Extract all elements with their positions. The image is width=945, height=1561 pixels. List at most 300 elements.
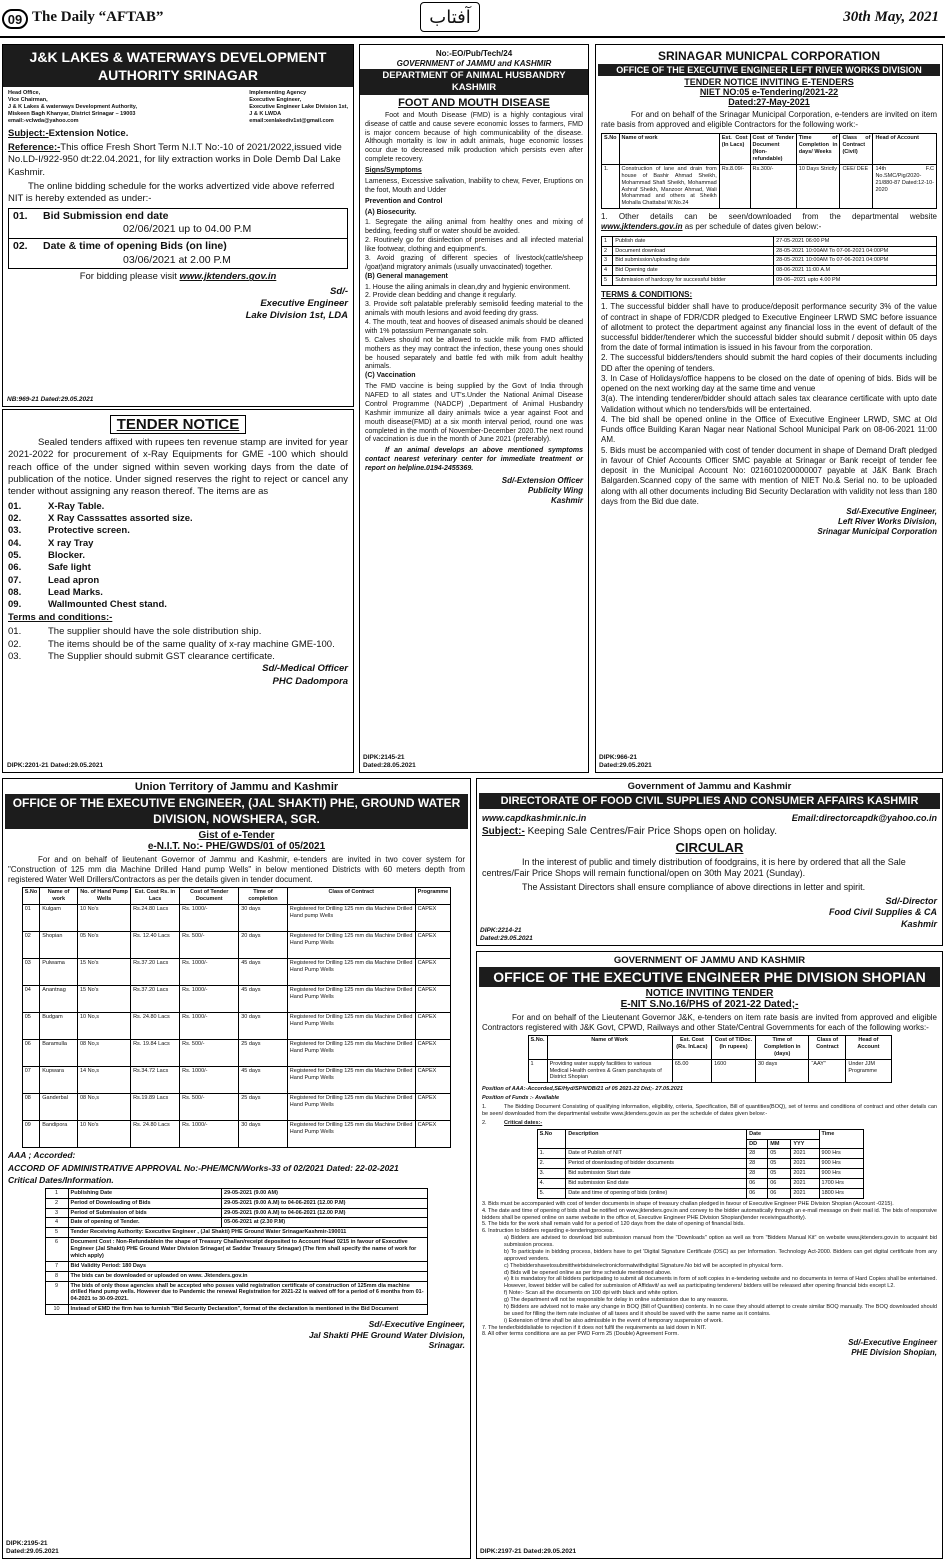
signature-line: Sd/-Executive Engineer,: [368, 1319, 465, 1330]
table-header: Class of Contract: [287, 888, 415, 905]
table-header: Name of Work: [547, 1036, 672, 1060]
term-item: 1. The successful bidder shall have to produce/deposit performance security 3% of the value of contract in shape of FDR/CDR pledged to Executive Engineer LRWD SMC before issuance of allotment to protect the department against any financial loss in the event of default of the successful bidder/tenderer which the successful bidder should submit / deposit within 05 days from the date of formal intimation is issued in his favour from the corporation.: [601, 302, 937, 353]
term-item: 5. Bids must be accompanied with cost of tender document in shape of Demand Draft pledged in favour of Chief Accounts Officer SMC payable at Srinagar or Bank receipt of tender fee deposit in the Municipal Account No: 0216010200000007 payable at J&K Bank Brach Balgarden.Scanned copy of the same with mention of NIET No.& Serial no. to be uploaded along with all other documents including Bid Security Declaration with validity not less than 180 days from the Bid due date.: [601, 445, 937, 506]
table-cell: Kupwara: [40, 1066, 78, 1093]
fcs-circular: [476, 778, 943, 946]
item-no: 08.: [8, 587, 22, 599]
signature-line: Sd/-Medical Officer: [262, 663, 348, 675]
table-cell: 15 No's: [77, 958, 130, 985]
table-cell: 2021: [791, 1149, 819, 1159]
fmd-signature: [365, 476, 583, 506]
list-item: [8, 587, 348, 599]
smc-notice: [595, 44, 943, 773]
fcs-dipk: DIPK:2214-21 Dated:29.05.2021: [480, 926, 533, 942]
table-cell: Registered for Drilling 125 mm dia Machine Drilled Hand Pump Wells: [287, 1012, 415, 1039]
list-item: 2. Provide clean bedding and change it regularly.: [365, 292, 517, 300]
table-row: [22, 958, 451, 985]
fcs-govt: Government of Jammu and Kashmir: [627, 781, 792, 792]
fcs-title: DIRECTORATE OF FOOD CIVIL SUPPLIES AND CONSUMER AFFAIRS KASHMIR: [479, 793, 940, 809]
sub-clause-item: b) To participate in bidding process, bidders have to get 'Digital Signature Certificate (DSC) as per Information. Technology Act-2000. Bidders can get digital certificate from any approved venders.: [504, 1248, 937, 1262]
signature-line: Food Civil Supplies & CA: [828, 907, 937, 918]
address-line: J & K Lakes & waterways Development Authority,: [8, 104, 137, 111]
jalshakti-enit: e-N.I.T. No:- PHE/GWDS/01 of 05/2021: [147, 841, 326, 853]
table-cell: Shopian: [40, 931, 78, 958]
address-line: Executive Engineer Lake Division 1st,: [249, 104, 348, 111]
table-cell: 06: [22, 1039, 40, 1066]
table-cell: 05: [768, 1169, 791, 1179]
clause-item: 7. The tender/biddisliable to rejection if it does not fulfil the requirements as laid down in NIT.: [482, 1324, 707, 1331]
lakes-head-office: [8, 90, 137, 124]
shopian-govt: GOVERNMENT OF JAMMU AND KASHMIR: [613, 955, 806, 966]
item-no: 04.: [8, 537, 22, 549]
table-cell: 10 No,s: [77, 1012, 130, 1039]
fmd-biosecurity-list: [365, 219, 583, 272]
table-cell: CAPEX: [415, 931, 451, 958]
list-item: [8, 651, 348, 663]
table-header: Head of Account: [873, 134, 937, 165]
list-item: 3. Avoid grazing of different species of livestock(cattle/sheep /goat)and migratory animals (usually unvaccinated) together.: [365, 254, 583, 271]
table-cell: Publishing Date: [68, 1188, 221, 1198]
list-item: [8, 575, 348, 587]
lakes-authority-notice: [2, 44, 354, 407]
table-cell: Bid submission End date: [566, 1179, 747, 1189]
signature-line: Sd/-Executive Engineer,: [846, 506, 937, 516]
table-cell: 28-05-2021 10:00AM To 07-06-2021 04:00PM: [774, 256, 937, 266]
table-cell: 03: [22, 958, 40, 985]
table-cell: 1800 Hrs: [819, 1188, 864, 1198]
address-line: Vice Chairman,: [8, 97, 48, 104]
table-cell: Providing water supply facilities to various Medical Health centres & Gram panchayats of District Shopian: [547, 1059, 672, 1083]
table-cell: 06: [747, 1188, 768, 1198]
table-cell: 06: [768, 1188, 791, 1198]
signature-line: Sd/-Extension Officer: [501, 475, 583, 485]
table-header: Date: [747, 1129, 819, 1139]
shopian-office: OFFICE OF THE EXECUTIVE ENGINEER PHE DIVISION SHOPIAN: [479, 967, 940, 987]
list-item: 5. Calves should not be allowed to suckle milk from FMD afflicted mothers as they may contract the infection, these young ones should be housed separately and battle fed with milk from adult healthy animals.: [365, 336, 583, 371]
table-row: [602, 266, 937, 276]
table-cell: 30 days: [239, 1012, 288, 1039]
table-cell: 65.00: [672, 1059, 711, 1083]
schedule-value: 02/06/2021 up to 04.00 P.M: [123, 223, 252, 236]
table-row: [22, 904, 451, 931]
table-cell: Budgam: [40, 1012, 78, 1039]
table-row: [45, 1228, 428, 1238]
table-cell: Rs. 500/-: [180, 1093, 239, 1120]
item-no: 05.: [8, 550, 22, 562]
table-row: [537, 1169, 864, 1179]
smc-website-link[interactable]: www.jktenders.gov.in: [601, 222, 683, 232]
table-cell: Rs.34.72 Lacs: [131, 1066, 180, 1093]
table-cell: 29-05-2021 (9.00 AM): [222, 1188, 428, 1198]
lakes-signature: [8, 286, 348, 323]
table-cell: 02: [22, 931, 40, 958]
table-cell: Publish date: [613, 236, 774, 246]
table-cell: Ganderbal: [40, 1093, 78, 1120]
table-cell: Instead of EMD the firm has to furnish "Bid Security Declaration", format of the declaration is mentioned in the Bid Document: [68, 1305, 428, 1315]
table-cell: Period of Downloading of Bids: [68, 1198, 221, 1208]
table-cell: The bids of only those agencies shall be accepted who posses valid registration certificate of construction of 125mm dia machine drilled Hand pump wells. However due to Pandemic the renewal Registration for 2021-22 is waived off for a period of 6 months from 01-04-2021 to 30-09-2021.: [68, 1281, 428, 1305]
table-cell: Rs. 1000/-: [180, 958, 239, 985]
shopian-works-table: [528, 1035, 892, 1083]
table-row: [45, 1281, 428, 1305]
lakes-website-link[interactable]: www.jktenders.gov.in: [179, 271, 277, 283]
fmd-title: FOOT AND MOUTH DISEASE: [398, 96, 550, 109]
table-cell: 27-05-2021 06:00 PM: [774, 236, 937, 246]
table-cell: CAPEX: [415, 958, 451, 985]
smc-body: For and on behalf of the Srinagar Municipal Corporation, e-tenders are invited on item rate basis from approved and eligible Contractors for the following work:- S.No Name of work Est. Cost (In Lacs) Cost of Tender Document (Non-refundable) Time of Completion in days/ Weeks Class of Contract (Civil) Head of Account 1. Construction of lane and drain from house of Bashir Ahmad Sheikh, Mohammad Shafi Sheikh, Mohammad Ashraf Sheikh, Manzoor Ahmad, Wali Mohammad and others at Sheikh Mohalla Chattabal W.No.24 Rs.8.09/- Rs.300/- 10 Days Strictly CEE/ DEE 14th F.C No.SMC/Pig/2020-21/880-87 Dated:12-10-2020 1. Other details can be seen/downloaded from the departmental website www.jktenders.gov.in as per schedule of dates given below:- 1 Publish date 27-05-2021 06:00 PM 2 Document download 28-05-2021 10:00AM To 07-06-2021 04:00PM 3 Bid submission/uploading date 28-05-2021 10:00AM To 07-06-2021 04:00PM 4 Bid Opening date 08-06-2021 11:00 A.M 5 Submission of hardcopy for successful bidder 09-06--2021 upto 4.00 PM TERMS & CONDITIONS: 1. The successful bidder shall have to produce/deposit performance security 3% of the value of contract in shape of FDR/CDR pledged to Executive Engineer LRWD SMC before issuance of allotment to protect the department against any financial loss in the event of default of the successful bidder/tenderer which the successful bidder should submit / deposit within 05 days from the date of formal intimation is issued in his favour from the corporation. 2. The successful bidders/tenders should submit the hard copies of their documents including DD after the opening of tenders. 3. In Case of Holidays/office happens to be closed on the date of opening of bids. Bids will be opened on the next working day at the same time and venue 3(a). The intending tenderer/bidder should attach sales tax clearance certificate with upto date Validation without which no tenders/bids will be entertained. 4. The bid shall be opened online in the Office of Executive Engineer LRWD, SMC at Old Funds office Building Karan Nagar near National School Municipal Park on 08-06-2021 11:00 AM. 5. Bids must be accompanied with cost of tender document in shape of Demand Draft pledged in favour of Chief Accounts Officer SMC payable at Srinagar or Bank receipt of tender fee deposit in the Municipal Account No: 0216010200000007 payable at J&K Bank Brach Balgarden.Scanned copy of the same with mention of NIET No.& Serial no. to be uploaded along with all other documents including Bid Security Declaration with validity not less than 180 days from the Bid due date. Sd/-Executive Engineer, Left River Works Division, Srinagar Municipal Corporation: [601, 110, 937, 537]
signature-line: Srinagar Municipal Corporation: [817, 527, 937, 537]
table-header: Time of Completion in days/ Weeks: [796, 134, 840, 165]
xray-body: Sealed tenders affixed with rupees ten revenue stamp are invited for year 2021-2022 for procurement of x-Ray Equipments for GME -100 which should reach office of the under signed within seven working days from the date of publication of the notice. Under signed reserves the right to reject or cancel any tender without assigning any reason thereof. The items are as 01. X-Ray Table. 02. X Ray Casssattes assorted size. 03. Protective screen. 04. X ray Tray 05. Blocker. 06. Safe light 07. Lead apron 08. Lead Marks. 09. Wallmounted Chest stand. Terms and conditions:- 01. The supplier should have the sole distribution ship. 02. The items should be of the same quality of x-ray machine GME-100. 03. The Supplier should submit GST clearance certificate. Sd/-Medical Officer PHC Dadompora: [8, 437, 348, 687]
table-row: [45, 1208, 428, 1218]
table-row: [45, 1261, 428, 1271]
table-cell: 28-05-2021 10:00AM To 07-06-2021 04:00PM: [774, 246, 937, 256]
table-cell: 25 days: [239, 1039, 288, 1066]
table-cell: Rs. 19.84 Lacs: [131, 1039, 180, 1066]
table-cell: 2021: [791, 1179, 819, 1189]
table-cell: 6: [45, 1238, 68, 1262]
table-cell: 2: [45, 1198, 68, 1208]
table-header: Head of Account: [846, 1036, 891, 1060]
table-header: Programme: [415, 888, 451, 905]
clause-item: 8. All other terms conditions are as per PWD Form 25 (Double) Agreement Form.: [482, 1331, 679, 1338]
smc-dipk: DIPK:966-21 Dated:29.05.2021: [599, 753, 652, 769]
fcs-email[interactable]: Email:directorcapdk@yahoo.co.in: [791, 813, 937, 823]
table-header: Time of completion: [239, 888, 288, 905]
term-no: 02.: [8, 638, 22, 650]
table-cell: 1: [45, 1188, 68, 1198]
table-cell: Document Cost : Non-Refundablein the shape of Treasury Challan/receipt deposited to Account Head 0215 in favour of Executive Engineer (Jal Shakti) PHE Ground Water Division Srinagar( at Saddar Treasury Srinagar) (The firm shall specify the name of work for which apply): [68, 1238, 428, 1262]
table-header: Time: [819, 1129, 864, 1149]
table-cell: The bids can be downloaded or uploaded on www. Jktenders.gov.in: [68, 1271, 428, 1281]
shopian-dipk: DIPK:2197-21 Dated:29.05.2021: [480, 1547, 577, 1555]
shopian-clauses: 1. The Bidding Document Consisting of qualifying information, eligibility, criteria, Specification, Bill of quantities(BOQ), set of terms and conditions of contract and other details can be seen/ downloaded from the departmental website www.jktenders.gov.in as per the schedule of dates given below:- 2. Critical dates:- S.No Description Date Time DD MM YYY 1. Date of Publish of NIT 28 05 2021 900 Hrs 2. Period of downloading of bidder documents 28 05 2021 900 Hrs 3. Bid submission Start date 28 05 2021 900 Hrs 4. Bid submission End date 06 06 2021 1700 Hrs 5. Date and time of opening of bids (online) 06 06 2021 1800 Hrs 3. Bids must be accompanied with cost of tender documents in shape of treasury challan pledged in favour of Executive Engineer PHE Division Shopian (Account -0215). 4. The date and time of opening of bids shall be notified on www.jktenders.gov.in and convey to the bidder automatically through an e-mail message on their mail id. The bids of responsive bidders shall be opened online on same website in the office of, Executive Engineer PHE Division Shopian(tender receivingauthority). 5. The bids for the work shall remain valid for a period of 120 days from the date of opening of financial bids. 6. Instruction to bidders regarding e-tenderingprocess. a) Bidders are advised to download bid submission manual from the "Downloads" option as well as from "Bidders Manual Kit" on website www.jktenders.gov.in to acquaint bid submission process. b) To participate in bidding process, bidders have to get 'Digital Signature Certificate (DSC) as per Information. Technology Act-2000. Bidders can get digital certificate from any approved venders. c) Thebiddershavetosubmittheirbidsinelectronicformatwithdigital Signature.No bid will be accepted in physical form. d) Bids will be opened online as per time schedule mentioned above. e) It is mandatory for all bidders participating to submit all documents in form of soft copies in e-tendering website and no documents in terms of Hard Copies shall be entertained. However, lowest bidder will be called for submission of Affidavit/ as well as participating tenderers/ bidders will be released after opening financial bids except L2. f) Note:- Scan all the documents on 100 dpi with black and white option. g) The department will not be responsible for delay in online submission due to any reasons. h) Bidders are advised not to make any change in BOQ (Bill of Quantities) contents. In no case they should attempt to create similar BOQ manually. The BOQ downloaded should be used for filling the item rate inclusive of all taxes and it should be saved with the same name as it contains. i) Extension of time shall be also admissible in the event of temporary suspension of work. 7. The tender/biddisliable to rejection if it does not fulfil the requirements as laid down in NIT. 8. All other terms conditions are as per PWD Form 25 (Double) Agreement Form.: [482, 1104, 937, 1338]
item-name: Protective screen.: [48, 525, 130, 537]
xray-terms-list: [8, 626, 348, 663]
table-cell: 08-06-2021 11:00 A.M: [774, 266, 937, 276]
lakes-schedule: [8, 208, 348, 270]
list-item: [8, 550, 348, 562]
table-cell: Registered for Drilling 125 mm dia Machine Drilled Hand Pump Wells: [287, 1093, 415, 1120]
schedule-label-text: Date & time of opening Bids (on line): [43, 240, 227, 253]
table-row: [45, 1218, 428, 1228]
table-header: S.No: [602, 134, 620, 165]
schedule-label-text: Bid Submission end date: [43, 209, 169, 222]
jalshakti-notice: [2, 778, 471, 1559]
sub-clause-item: i) Extension of time shall be also admissible in the event of temporary suspension of work.: [504, 1317, 723, 1324]
table-row: [602, 164, 937, 208]
address-line: email:xenlakediv1st@gmail.com: [249, 117, 334, 124]
signature-line: Srinagar.: [428, 1340, 465, 1351]
table-cell: 900 Hrs: [819, 1159, 864, 1169]
fmd-notice: [359, 44, 589, 773]
fcs-body: www.capdkashmir.nic.in Email:directorcapdk@yahoo.co.in Subject:- Keeping Sale Centres/Fair Price Shops open on holiday. CIRCULAR In the interest of public and timely distribution of foodgrains, it is here by ordered that all the Sale centres/Fair Price Shops will remain functional/open on 30th May 2021 (Sunday). The Assistant Directors shall ensure compliance of above directions in letter and spirit. Sd/-Director Food Civil Supplies & CA Kashmir: [482, 813, 937, 930]
table-header: MM: [768, 1139, 791, 1149]
jalshakti-dipk: DIPK:2195-21 Dated:29.05.2021: [6, 1539, 59, 1555]
table-header: No. of Hand Pump Wells: [77, 888, 130, 905]
table-cell: Rs.37.20 Lacs: [131, 985, 180, 1012]
table-cell: Rs.37.20 Lacs: [131, 958, 180, 985]
list-item: [8, 599, 348, 611]
table-header: Cost of Tender Document: [180, 888, 239, 905]
table-cell: Rs. 1000/-: [180, 904, 239, 931]
lakes-nb: NB:969-21 Dated:29.05.2021: [7, 395, 94, 403]
table-cell: Bid submission Start date: [566, 1169, 747, 1179]
signature-line: Kashmir: [900, 919, 937, 930]
table-cell: Date of opening of Tender.: [68, 1218, 221, 1228]
table-cell: Rs.300/-: [750, 164, 796, 208]
table-row: [45, 1198, 428, 1208]
fmd-ref: No:-EO/Pub/Tech/24: [435, 49, 513, 58]
xray-dipk: DIPK:2201-21 Dated:29.05.2021: [7, 761, 104, 769]
table-cell: 09: [22, 1120, 40, 1147]
table-cell: 3.: [537, 1169, 566, 1179]
table-row: [602, 236, 937, 246]
shopian-nit: NOTICE INVITING TENDER: [645, 988, 774, 999]
table-cell: Period of downloading of bidder documents: [566, 1159, 747, 1169]
sub-clause-item: g) The department will not be responsible for delay in online submission due to any reasons.: [504, 1297, 729, 1303]
table-header: S.No: [22, 888, 40, 905]
table-cell: Pulwama: [40, 958, 78, 985]
table-cell: 30 days: [239, 904, 288, 931]
table-cell: 15 No's: [77, 985, 130, 1012]
signature-line: Jal Shakti PHE Ground Water Division,: [308, 1329, 465, 1340]
list-item: 2. Routinely go for disinfection of premises and all infected material like footwear, clothing and equipment's.: [365, 237, 583, 253]
table-cell: 9: [45, 1281, 68, 1305]
jalshakti-gist: Gist of e-Tender: [198, 830, 275, 842]
table-cell: 5: [45, 1228, 68, 1238]
xray-items-list: [8, 501, 348, 612]
table-cell: 1.: [537, 1149, 566, 1159]
table-cell: Registered for Drilling 125 mm dia Machine Drilled Hand pump Wells: [287, 904, 415, 931]
item-no: 02.: [8, 513, 22, 525]
table-cell: Rs.24.80 Lacs: [131, 904, 180, 931]
table-row: [22, 931, 451, 958]
table-cell: 1: [528, 1059, 547, 1083]
clause-item: 6. Instruction to bidders regarding e-tenderingprocess.: [482, 1228, 615, 1235]
term-no: 01.: [8, 626, 22, 638]
table-header: Name of work: [619, 134, 719, 165]
table-header: Est. Cost Rs. in Lacs: [131, 888, 180, 905]
item-name: Blocker.: [48, 550, 85, 562]
table-header: Class of Contract: [809, 1036, 846, 1060]
table-cell: 2021: [791, 1169, 819, 1179]
table-row: [45, 1305, 428, 1315]
table-cell: Registered for Drilling 125 mm dia Machine Drilled Hand Pump Wells: [287, 1066, 415, 1093]
table-cell: 05: [22, 1012, 40, 1039]
xray-signature: [8, 663, 348, 688]
table-cell: 1600: [712, 1059, 756, 1083]
table-row: [602, 276, 937, 286]
smc-dated: Dated:27-May-2021: [728, 97, 810, 107]
table-header: Description: [566, 1129, 747, 1149]
list-item: [8, 562, 348, 574]
table-row: [537, 1188, 864, 1198]
fcs-website[interactable]: www.capdkashmir.nic.in: [482, 813, 587, 823]
schedule-label: [13, 210, 343, 224]
table-cell: 4: [602, 266, 613, 276]
lakes-body: Subject:-Extension Notice. Reference:-This office Fresh Short Term N.I.T No:-10 of 2021/2022,issued vide No.LD-I/922-950 dt:22.04.2021, for lily extraction works in Dole Demb Dal Lake Kashmir. The online bidding schedule for the works advertized vide above referred NIT is hereby extended as under:- 01. Bid Submission end date 02/06/2021 up to 04.00 P.M 02. Date & time of opening Bids (on line) 03/06/2021 at 2.00 P.M For bidding please visit www.jktenders.gov.in Sd/- Executive Engineer Lake Division 1st, LDA: [8, 127, 348, 322]
table-cell: 07: [22, 1066, 40, 1093]
table-cell: 09-06--2021 upto 4.00 PM: [774, 276, 937, 286]
address-line: J & K LWDA: [249, 111, 282, 117]
shopian-dates-table: [537, 1129, 865, 1199]
table-header: Class of Contract (Civil): [840, 134, 873, 165]
signature-line: Sd/-Director: [885, 895, 937, 906]
table-cell: 01: [22, 904, 40, 931]
table-cell: 05: [768, 1159, 791, 1169]
table-cell: Bid Opening date: [613, 266, 774, 276]
table-cell: Bid Validity Period: 180 Days: [68, 1261, 428, 1271]
list-item: [8, 513, 348, 525]
signature-line: Left River Works Division,: [838, 517, 937, 527]
table-cell: 06: [768, 1179, 791, 1189]
table-row: [22, 1093, 451, 1120]
shopian-notice: [476, 951, 943, 1559]
table-cell: Registered for Drilling 125 mm dia Machine Drilled Hand Pump Wells: [287, 931, 415, 958]
smc-niet: NIET NO:05 e-Tendering/2021-22: [699, 87, 839, 97]
term-item: 4. The bid shall be opened online in the Office of Executive Engineer LRWD, SMC at Old Funds office Building Karan Nagar near National School Municipal Park on 08-06-2021 11:00 AM.: [601, 414, 937, 445]
term-item: 2. The successful bidders/tenders should submit the hard copies of their documents including DD after the opening of tenders.: [601, 353, 937, 373]
table-cell: Bid submission/uploading date: [613, 256, 774, 266]
item-name: X ray Tray: [48, 537, 94, 549]
smc-terms-list: [601, 302, 937, 507]
table-cell: Construction of lane and drain from house of Bashir Ahmad Sheikh, Mohammad Shafi Sheikh, Mohammad Ashraf Sheikh, Manzoor Ahmad, Wali Mohammad and others at Sheikh Mohalla Chattabal W.No.24: [619, 164, 719, 208]
table-row: [602, 246, 937, 256]
table-cell: Registered for Drilling 125 mm dia Machine Drilled Hand Pump Wells: [287, 1120, 415, 1147]
table-cell: 05 No's: [77, 931, 130, 958]
table-cell: 900 Hrs: [819, 1169, 864, 1179]
clause-item: 5. The bids for the work shall remain valid for a period of 120 days from the date of opening of financial bids.: [482, 1221, 745, 1228]
table-cell: Rs. 1000/-: [180, 1012, 239, 1039]
list-item: [8, 525, 348, 537]
table-cell: Kulgam: [40, 904, 78, 931]
table-cell: 20 days: [239, 931, 288, 958]
list-item: 4. The mouth, teat and hooves of diseased animals should be cleaned with 1% potassium Permanganate soln.: [365, 319, 583, 335]
schedule-row: [9, 209, 347, 239]
list-item: 1. House the ailing animals in clean,dry and hygienic environment.: [365, 283, 571, 291]
sub-clause-item: a) Bidders are advised to download bid submission manual from the "Downloads" option as well as from "Bidders Manual Kit" on website www.jktenders.gov.in to acquaint bid submission process.: [504, 1235, 937, 1248]
table-cell: 5.: [537, 1188, 566, 1198]
table-row: [22, 1039, 451, 1066]
newspaper-logo: آفتاب: [420, 2, 480, 32]
table-cell: 28: [747, 1169, 768, 1179]
table-cell: 05: [768, 1149, 791, 1159]
term-item: 3. In Case of Holidays/office happens to be closed on the date of opening of bids. Bids will be opened on the next working day at the same time and venue: [601, 373, 937, 394]
table-cell: 10: [45, 1305, 68, 1315]
table-cell: Rs. 500/-: [180, 931, 239, 958]
table-cell: 06: [747, 1179, 768, 1189]
table-header: Time of Completion in (days): [755, 1036, 809, 1060]
signature-line: Sd/-: [330, 285, 348, 297]
table-cell: 28: [747, 1159, 768, 1169]
table-cell: Rs. 12.40 Lacs: [131, 931, 180, 958]
table-cell: 7: [45, 1261, 68, 1271]
schedule-row: [9, 239, 347, 268]
table-cell: Rs. 500/-: [180, 1039, 239, 1066]
table-cell: Registered for Drilling 125 mm dia Machine Drilled Hand Pump Wells: [287, 985, 415, 1012]
table-cell: Under JJM Programme: [846, 1059, 891, 1083]
page-number: 09: [2, 9, 28, 29]
table-cell: Baramulla: [40, 1039, 78, 1066]
table-cell: 2021: [791, 1188, 819, 1198]
jalshakti-works-table: [22, 887, 452, 1148]
table-cell: Registered for Drilling 125 mm dia Machine Drilled Hand Pump Wells: [287, 1039, 415, 1066]
table-cell: 5: [602, 276, 613, 286]
table-cell: Rs.19.89 Lacs: [131, 1093, 180, 1120]
table-cell: 2021: [791, 1159, 819, 1169]
list-item: [8, 639, 348, 651]
smc-schedule-table: [601, 236, 937, 286]
table-cell: 30 days: [239, 1120, 288, 1147]
table-cell: Rs. 1000/-: [180, 1066, 239, 1093]
jalshakti-signature: [8, 1319, 465, 1351]
table-cell: CAPEX: [415, 1093, 451, 1120]
address-line: Executive Engineer,: [249, 97, 302, 104]
table-header: S.No.: [528, 1036, 547, 1060]
newspaper-title: The Daily “AFTAB”: [32, 9, 164, 25]
table-row: [22, 1066, 451, 1093]
clause-item: 3. Bids must be accompanied with cost of tender documents in shape of treasury challan pledged in favour of Executive Engineer PHE Division Shopian (Account -0215).: [482, 1200, 894, 1207]
table-row: [537, 1149, 864, 1159]
item-name: X Ray Casssattes assorted size.: [48, 513, 193, 525]
table-cell: 2.: [537, 1159, 566, 1169]
table-cell: CAPEX: [415, 1120, 451, 1147]
table-row: [22, 985, 451, 1012]
table-cell: 3: [602, 256, 613, 266]
table-cell: 45 days: [239, 985, 288, 1012]
table-cell: 29-05-2021 (9.00 A.M) to 04-06-2021 (12.00 P.M): [222, 1208, 428, 1218]
item-no: 03.: [8, 525, 22, 537]
signature-line: Kashmir: [550, 496, 583, 506]
table-cell: 08 No,s: [77, 1039, 130, 1066]
table-row: [45, 1238, 428, 1262]
sub-clause-item: c) Thebiddershavetosubmittheirbidsinelectronicformatwithdigital Signature.No bid will be accepted in physical form.: [504, 1262, 784, 1269]
fmd-dept: DEPARTMENT OF ANIMAL HUSBANDRY KASHMIR: [360, 69, 588, 95]
table-header: Name of work: [40, 888, 78, 905]
table-cell: 1700 Hrs: [819, 1179, 864, 1189]
sub-clause-item: h) Bidders are advised not to make any change in BOQ (Bill of Quantities) contents. In no case they should attempt to create similar BOQ manually. The BOQ downloaded should be used for filling the item rate inclusive of all taxes and it should be saved with the same name as it contains.: [504, 1303, 937, 1317]
table-header: YYY: [791, 1139, 819, 1149]
jalshakti-dates-table: [45, 1188, 429, 1315]
item-name: Safe light: [48, 562, 91, 574]
table-cell: 3: [45, 1208, 68, 1218]
item-name: Lead Marks.: [48, 587, 103, 599]
list-item: [8, 501, 348, 513]
table-cell: 10 Days Strictly: [796, 164, 840, 208]
address-line: Head Office,: [8, 90, 41, 97]
fcs-signature: [482, 896, 937, 931]
table-cell: 4.: [537, 1179, 566, 1189]
table-cell: 28: [747, 1149, 768, 1159]
table-header: Cost of Tender Document (Non-refundable): [750, 134, 796, 165]
lakes-implementing-agency: [249, 90, 348, 124]
shopian-signature: [482, 1338, 937, 1358]
fmd-dipk: DIPK:2145-21 Dated:28.05.2021: [363, 753, 416, 769]
table-cell: Date of Publish of NIT: [566, 1149, 747, 1159]
item-no: 06.: [8, 562, 22, 574]
table-cell: Anantnag: [40, 985, 78, 1012]
signature-line: Lake Division 1st, LDA: [245, 310, 348, 322]
clause-item: 4. The date and time of opening of bids shall be notified on www.jktenders.gov.in and convey to the bidder automatically through an e-mail message on their mail id. The bids of responsive bidders shall be opened online on same website in the office of, Executive Engineer PHE Division Shopian(tender receivingauthority).: [482, 1207, 937, 1221]
smc-work-table: [601, 133, 937, 209]
sub-clause-item: e) It is mandatory for all bidders participating to submit all documents in form of soft copies in e-tendering website and no documents in terms of Hard Copies shall be entertained. However, lowest bidder will be called for submission of Affidavit/ as well as participating tenderers/ bidders will be released after opening financial bids except L2.: [504, 1276, 937, 1290]
sub-clause-item: d) Bids will be opened online as per time schedule mentioned above.: [504, 1269, 672, 1276]
xray-title: TENDER NOTICE: [110, 415, 247, 434]
table-cell: 1: [602, 236, 613, 246]
list-item: [8, 626, 348, 638]
smc-title: SRINAGAR MUNICPAL CORPORATION: [658, 49, 880, 63]
